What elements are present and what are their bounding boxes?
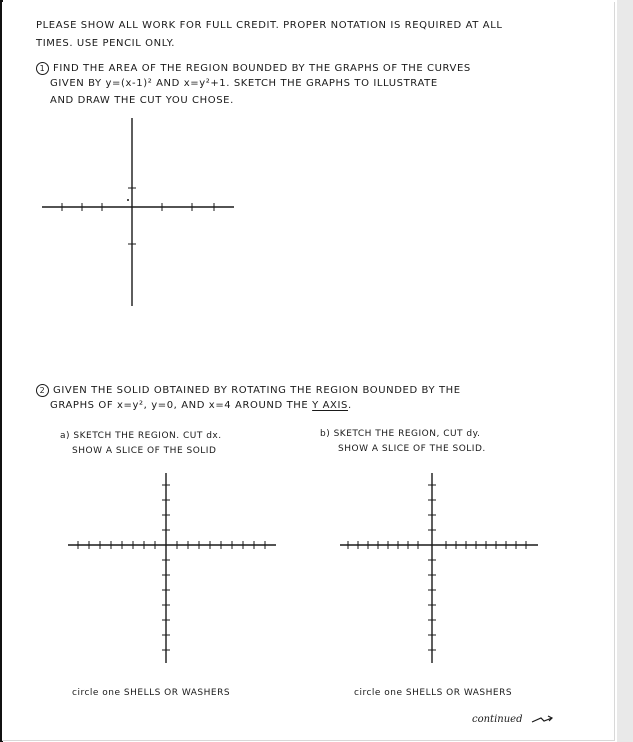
- part-a-axes[interactable]: [62, 467, 282, 667]
- part-a-line-1: a) SKETCH THE REGION. CUT dx.: [60, 431, 222, 441]
- problem-2-text-2-end: .: [348, 400, 352, 411]
- worksheet-page: [2, 2, 615, 741]
- problem-2-text-1: GIVEN THE SOLID OBTAINED BY ROTATING THE REGION BOUNDED BY THE: [53, 385, 461, 396]
- part-b-circle-prompt[interactable]: circle one SHELLS OR WASHERS: [354, 688, 513, 698]
- problem-1-line-2: GIVEN BY y=(x-1)² AND x=y²+1. SKETCH THE GRAPHS TO ILLUSTRATE: [50, 78, 438, 89]
- continued-note: [472, 714, 554, 726]
- problem-1-line-1: [36, 62, 471, 75]
- problem-1-axes[interactable]: [38, 114, 238, 309]
- part-b-axes[interactable]: [334, 467, 544, 667]
- part-b-line-2: SHOW A SLICE OF THE SOLID.: [338, 444, 486, 454]
- problem-2-line-1: [36, 384, 461, 397]
- problem-2-line-2: [50, 400, 352, 412]
- scan-right-margin: [617, 0, 633, 742]
- problem-2-number: 2: [36, 384, 49, 397]
- right-arrow-icon: [530, 715, 554, 725]
- continued-label: continued: [472, 714, 523, 725]
- problem-1-text-1: FIND THE AREA OF THE REGION BOUNDED BY THE GRAPHS OF THE CURVES: [53, 63, 471, 74]
- problem-2-text-2: GRAPHS OF x=y², y=0, AND x=4 AROUND THE: [50, 400, 313, 411]
- part-b-line-1: b) SKETCH THE REGION, CUT dy.: [320, 429, 481, 439]
- problem-1-number: 1: [36, 62, 49, 75]
- header-line-2: TIMES. USE PENCIL ONLY.: [36, 38, 176, 49]
- part-a-circle-prompt[interactable]: circle one SHELLS OR WASHERS: [72, 688, 231, 698]
- y-axis-emphasis: Y AXIS: [312, 400, 349, 411]
- stray-mark: [127, 199, 129, 201]
- problem-1-line-3: AND DRAW THE CUT YOU CHOSE.: [50, 95, 234, 106]
- header-line-1: PLEASE SHOW ALL WORK FOR FULL CREDIT. PROPER NOTATION IS REQUIRED AT ALL: [36, 20, 503, 31]
- part-a-line-2: SHOW A SLICE OF THE SOLID: [72, 446, 217, 456]
